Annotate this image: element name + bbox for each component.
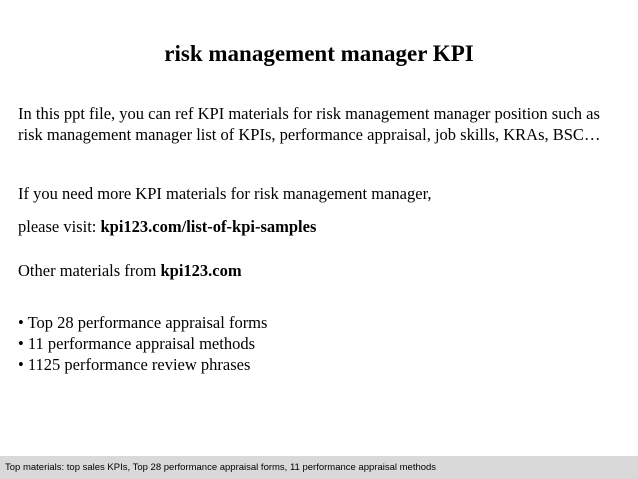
- other-materials-line: [18, 260, 623, 281]
- list-item: • 11 performance appraisal methods: [18, 334, 255, 353]
- footer-bar: Top materials: top sales KPIs, Top 28 performance appraisal forms, 11 performance appraisal methods: [0, 456, 638, 479]
- kpi-samples-link[interactable]: kpi123.com/list-of-kpi-samples: [100, 217, 317, 236]
- visit-prefix: please visit:: [18, 217, 101, 236]
- slide-title: risk management manager KPI: [164, 41, 474, 66]
- materials-list: [18, 312, 267, 375]
- intro-paragraph: In this ppt file, you can ref KPI materials for risk management manager position such as risk management manager list of KPIs, performance appraisal, job skills, KRAs, BSC…: [18, 104, 601, 144]
- list-item: • Top 28 performance appraisal forms: [18, 313, 268, 332]
- more-materials-text: If you need more KPI materials for risk management manager,: [18, 184, 432, 203]
- other-prefix: Other materials from: [18, 261, 161, 280]
- list-item: • 1125 performance review phrases: [18, 355, 251, 374]
- kpi123-link[interactable]: kpi123.com: [160, 261, 242, 280]
- visit-line: [18, 216, 623, 237]
